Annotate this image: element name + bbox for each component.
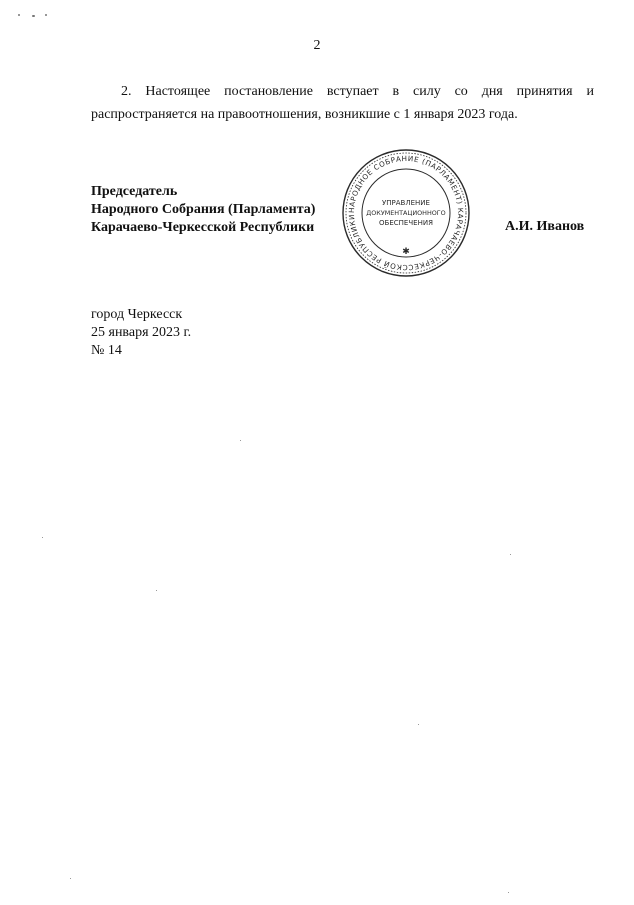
scan-speck <box>45 14 47 16</box>
footer-city: город Черкесск <box>91 307 183 322</box>
scan-speck <box>70 878 71 879</box>
signer-title-line-1: Председатель <box>91 184 178 199</box>
seal-inner-line-3: ОБЕСПЕЧЕНИЯ <box>379 219 433 227</box>
signer-title <box>91 183 315 237</box>
seal-star-icon: ✱ <box>402 247 410 257</box>
footer-number: № 14 <box>91 343 122 358</box>
scan-speck <box>418 724 419 725</box>
scan-speck <box>510 554 511 555</box>
scan-speck <box>18 14 20 16</box>
document-footer <box>91 306 191 360</box>
official-seal <box>340 147 472 279</box>
signer-name: А.И. Иванов <box>505 219 585 234</box>
scan-speck <box>508 892 509 893</box>
scan-speck <box>32 15 35 17</box>
scan-speck <box>240 440 241 441</box>
scan-speck <box>156 590 157 591</box>
seal-inner-line-2: ДОКУМЕНТАЦИОННОГО <box>366 209 446 217</box>
paragraph-line-2: распространяется на правоотношения, возникшие с 1 января 2023 года. <box>91 107 518 122</box>
signer-title-line-3: Карачаево-Черкесской Республики <box>91 220 315 235</box>
paragraph-line-1: 2. Настоящее постановление вступает в силу со дня принятия и <box>121 84 594 99</box>
seal-inner-line-1: УПРАВЛЕНИЕ <box>382 199 430 207</box>
body-paragraph <box>91 80 594 126</box>
seal-outer-text: НАРОДНОЕ СОБРАНИЕ (ПАРЛАМЕНТ) КАРАЧАЕВО-ЧЕРКЕССКОЙ РЕСПУБЛИКИ <box>346 153 466 273</box>
page-number: 2 <box>313 38 321 53</box>
footer-date: 25 января 2023 г. <box>91 325 192 340</box>
signer-title-line-2: Народного Собрания (Парламента) <box>91 202 316 217</box>
scan-speck <box>42 537 43 538</box>
